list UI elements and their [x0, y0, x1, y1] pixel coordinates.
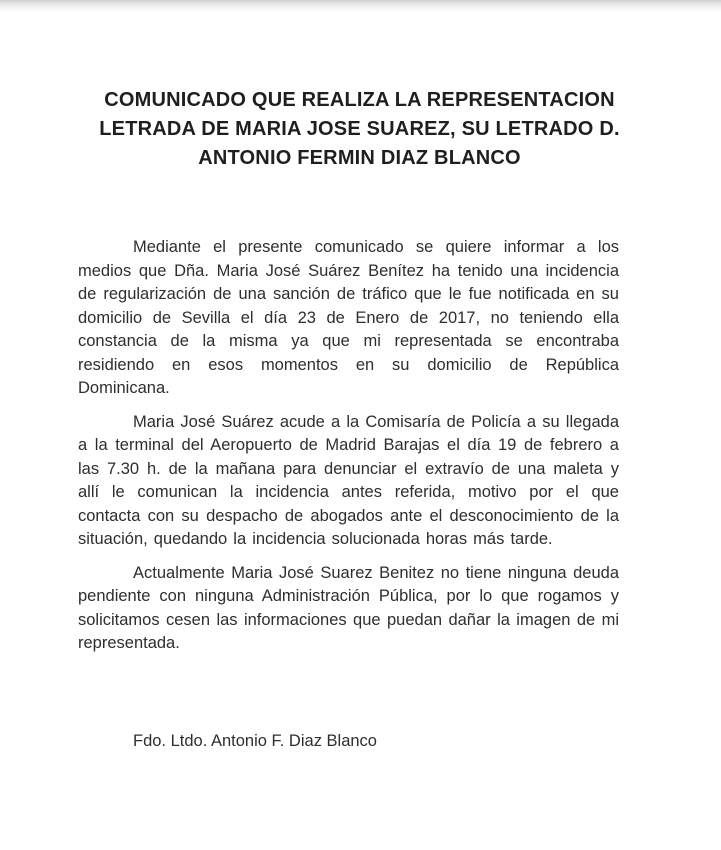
paragraph-sin-deuda: Actualmente Maria José Suarez Benitez no tiene ninguna deuda pendiente con ninguna Administración Pública, por lo que rogamos y solicitamos cesen las informaciones que puedan dañar la imagen de mi representada. [78, 563, 619, 652]
document-body [78, 236, 619, 656]
paragraph-comisaria-barajas: Maria José Suárez acude a la Comisaría de Policía a su llegada a la terminal del Aeropuerto de Madrid Barajas el día 19 de febrero a las 7.30 h. de la mañana para denunciar el extravío de una maleta y allí le comunican la incidencia antes referida, motivo por el que contacta con su despacho de abogados ante el desconocimiento de la situación, quedando la incidencia solucionada horas más tarde. [78, 412, 619, 548]
signature-line: Fdo. Ltdo. Antonio F. Diaz Blanco [133, 731, 377, 750]
document-title: COMUNICADO QUE REALIZA LA REPRESENTACION LETRADA DE MARIA JOSE SUAREZ, SU LETRADO D. ANTONIO FERMIN DIAZ BLANCO [99, 89, 620, 169]
paragraph-incidencia-sancion: Mediante el presente comunicado se quiere informar a los medios que Dña. Maria José Suárez Benítez ha tenido una incidencia de regularización de una sanción de tráfico que le fue notificada en su domicilio de Sevilla el día 23 de Enero de 2017, no teniendo ella constancia de la misma ya que mi representada se encontraba residiendo en esos momentos en su domicilio de República Dominicana. [78, 238, 619, 397]
